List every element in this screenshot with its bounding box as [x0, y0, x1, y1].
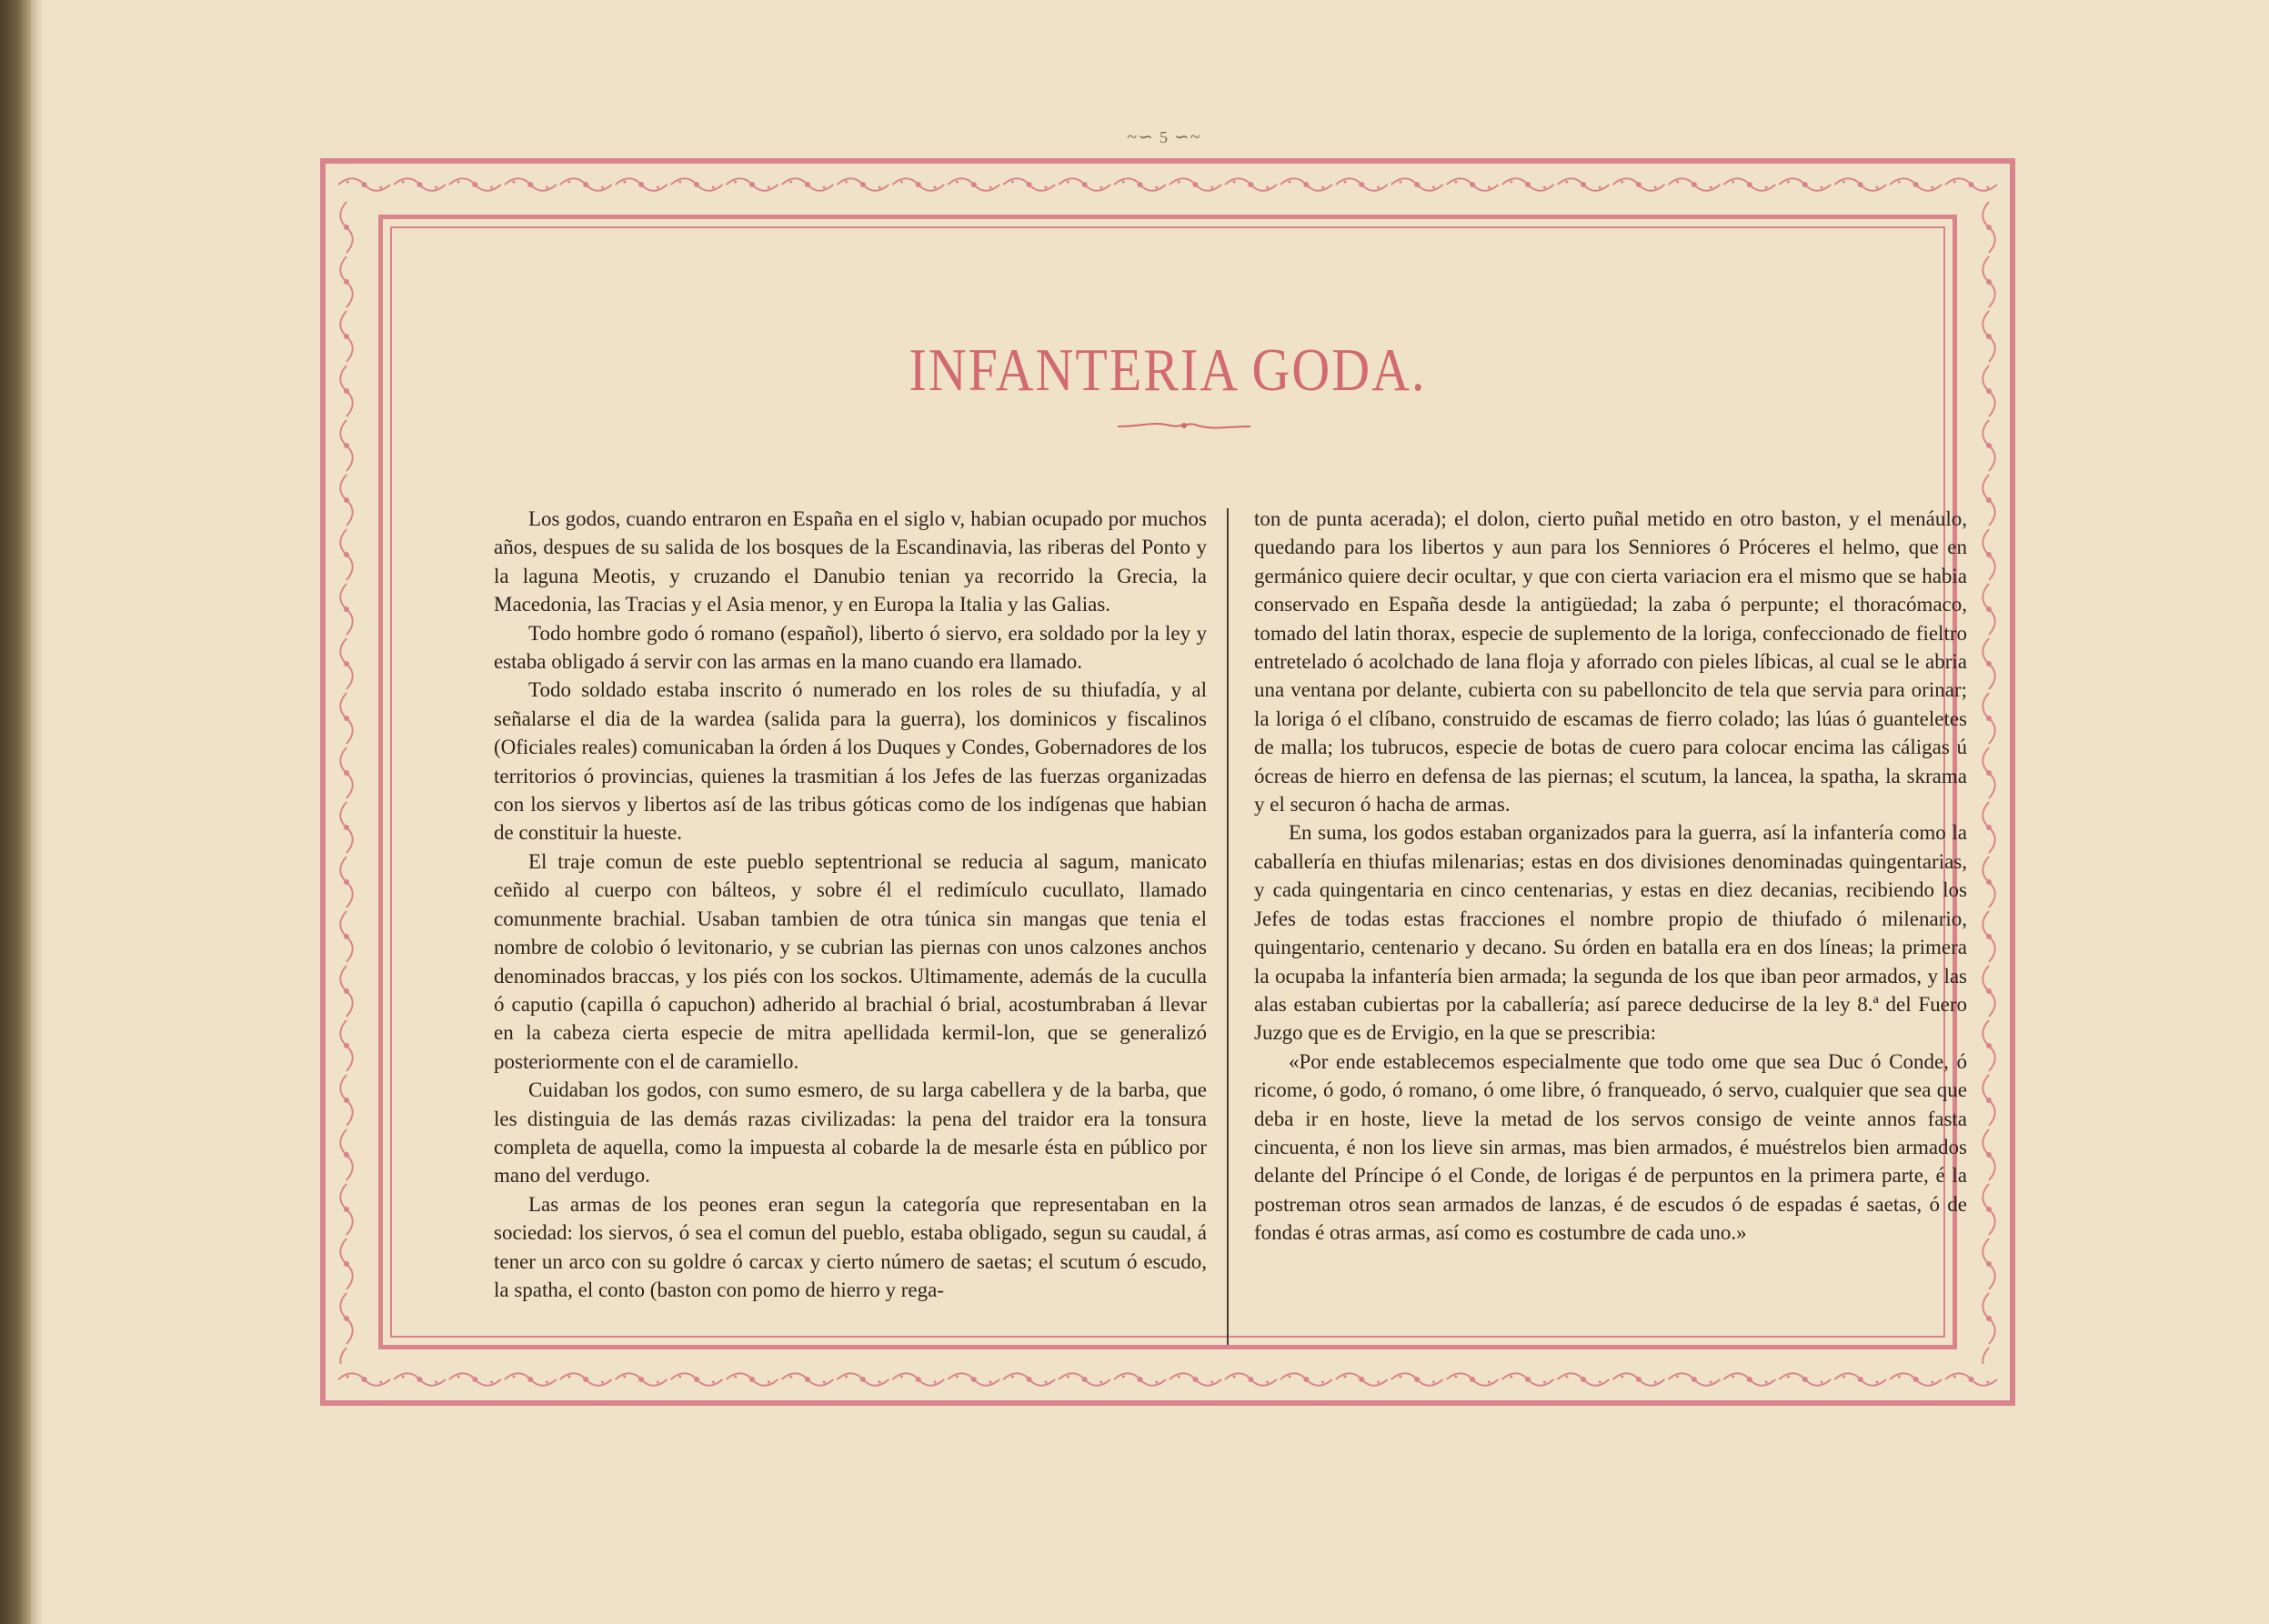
- paragraph: ton de punta acerada); el dolon, cierto puñal metido en otro baston, y el menáulo, quedando para los libertos y aun para los Senniores ó Próceres el helmo, que en germánico quiere decir ocultar, y que con cierta variacion era el mismo que se habia conservado en España desde la antigüedad; la zaba ó perpunte; el thoracómaco, tomado del latin thorax, especie de suplemento de la loriga, confeccionado de fieltro entretelado ó acolchado de lana floja y aforrado con pieles líbicas, al cual se le abria una ventana por delante, cubierta con su pabelloncito de tela que servia para orinar; la loriga ó el clíbano, construido de escamas de fierro colado; las lúas ó guanteletes de malla; los tubrucos, especie de botas de cuero para colocar encima las cáligas ú ócreas de hierro en defensa de las piernas; el scutum, la lancea, la spatha, la skrama y el securon ó hacha de armas.: [1254, 507, 1967, 817]
- paragraph: Las armas de los peones eran segun la categoría que representaban en la sociedad: los siervos, ó sea el comun del pueblo, estaba obligado, segun su caudal, á tener un arco con su goldre ó carcax y cierto número de saetas; el scutum ó escudo, la spatha, el conto (baston con pomo de hierro y rega-: [494, 1192, 1207, 1301]
- page-folio: ~∽ 5 ∽~: [1127, 127, 1201, 147]
- paragraph: Todo hombre godo ó romano (español), liberto ó siervo, era soldado por la ley y estaba obligado á servir con las armas en la mano cuando era llamado.: [494, 621, 1207, 674]
- ornament-band-right: [1979, 200, 1999, 1364]
- page-gutter-shadow: [31, 0, 44, 1624]
- decorative-frame: [320, 158, 2015, 1406]
- page-title: INFANTERIA GODA.: [909, 336, 1427, 404]
- paragraph: Todo soldado estaba inscrito ó numerado en los roles de su thiufadía, y al señalarse el dia de la wardea (salida para la guerra), los dominicos y fiscalinos (Oficiales reales) comunicaban la órden á los Duques y Condes, Gobernadores de los territorios ó provincias, quienes la trasmitian á los Jefes de las fuerzas organizadas con los siervos y libertos así de las tribus góticas como de los indígenas que habian de constituir la hueste.: [494, 678, 1207, 845]
- text-column-right: [1254, 505, 1967, 1248]
- paragraph: Los godos, cuando entraron en España en el siglo v, habian ocupado por muchos años, despues de su salida de los bosques de la Escandinavia, las riberas del Ponto y la laguna Meotis, y cruzando el Danubio tenian ya recorrido la Grecia, la Macedonia, las Tracias y el Asia menor, y en Europa la Italia y las Galias.: [494, 507, 1207, 617]
- title-flourish-ornament: [1116, 417, 1252, 434]
- text-panel: [378, 215, 1967, 1349]
- page-number: 5: [1160, 128, 1169, 146]
- ornament-band-top: [336, 175, 1999, 195]
- paragraph: Cuidaban los godos, con sumo esmero, de su larga cabellera y de la barba, que les distinguia de las demás razas civilizadas: la pena del traidor era la tonsura completa de aquella, como la impuesta al cobarde la de mesarle ésta en público por mano del verdugo.: [494, 1078, 1207, 1188]
- ornament-band-left: [336, 200, 356, 1364]
- text-column-left: [494, 505, 1207, 1304]
- paragraph-quotation: «Por ende establecemos especialmente que todo ome que sea Duc ó Conde, ó ricome, ó godo, ó romano, ó ome libre, ó franqueado, ó servo, cualquier que sea que deba ir en hoste, lieve la metad de los servos consigo de veinte annos fasta cincuenta, é non los lieve sin armas, mas bien armados, é muéstrelos bien armados delante del Príncipe ó el Conde, de lorigas é de perpuntos en la primera parte, é la postreman otros sean armados de lanzas, é de escudos ó de espadas é saetas, ó de fondas é otras armas, así como es costumbre de cada uno.»: [1254, 1049, 1967, 1245]
- ornament-band-bottom: [336, 1369, 1999, 1389]
- column-divider: [1227, 508, 1229, 1345]
- paragraph: El traje comun de este pueblo septentrional se reducia al sagum, manicato ceñido al cuerpo con bálteos, y sobre él el redimículo cucullato, llamado comunmente brachial. Usaban tambien de otra túnica sin mangas que tenia el nombre de colobio ó levitonario, y se cubrian las piernas con unos calzones anchos denominados braccas, y los piés con los sockos. Ultimamente, además de la cuculla ó caputio (capilla ó capuchon) adherido al brachial ó brial, acostumbraban á llevar en la cabeza cierta especie de mitra apellidada kermil-lon, que se generalizó posteriormente con el de caramiello.: [494, 849, 1207, 1073]
- paragraph: En suma, los godos estaban organizados para la guerra, así la infantería como la caballería en thiufas milenarias; estas en dos divisiones denominadas quingentarias, y cada quingentaria en cinco centenarias, y estas en diez decanias, recibiendo los Jefes de todas estas fracciones el nombre propio de thiufado ó milenario, quingentario, centenario y decano. Su órden en batalla era en dos líneas; la primera la ocupaba la infantería bien armada; la segunda de los que iban peor armados, y las alas estaban cubiertas por la caballería; así parece deducirse de la ley 8.ª del Fuero Juzgo que es de Ervigio, en la que se prescribia:: [1254, 821, 1967, 1045]
- book-spine: [0, 0, 31, 1624]
